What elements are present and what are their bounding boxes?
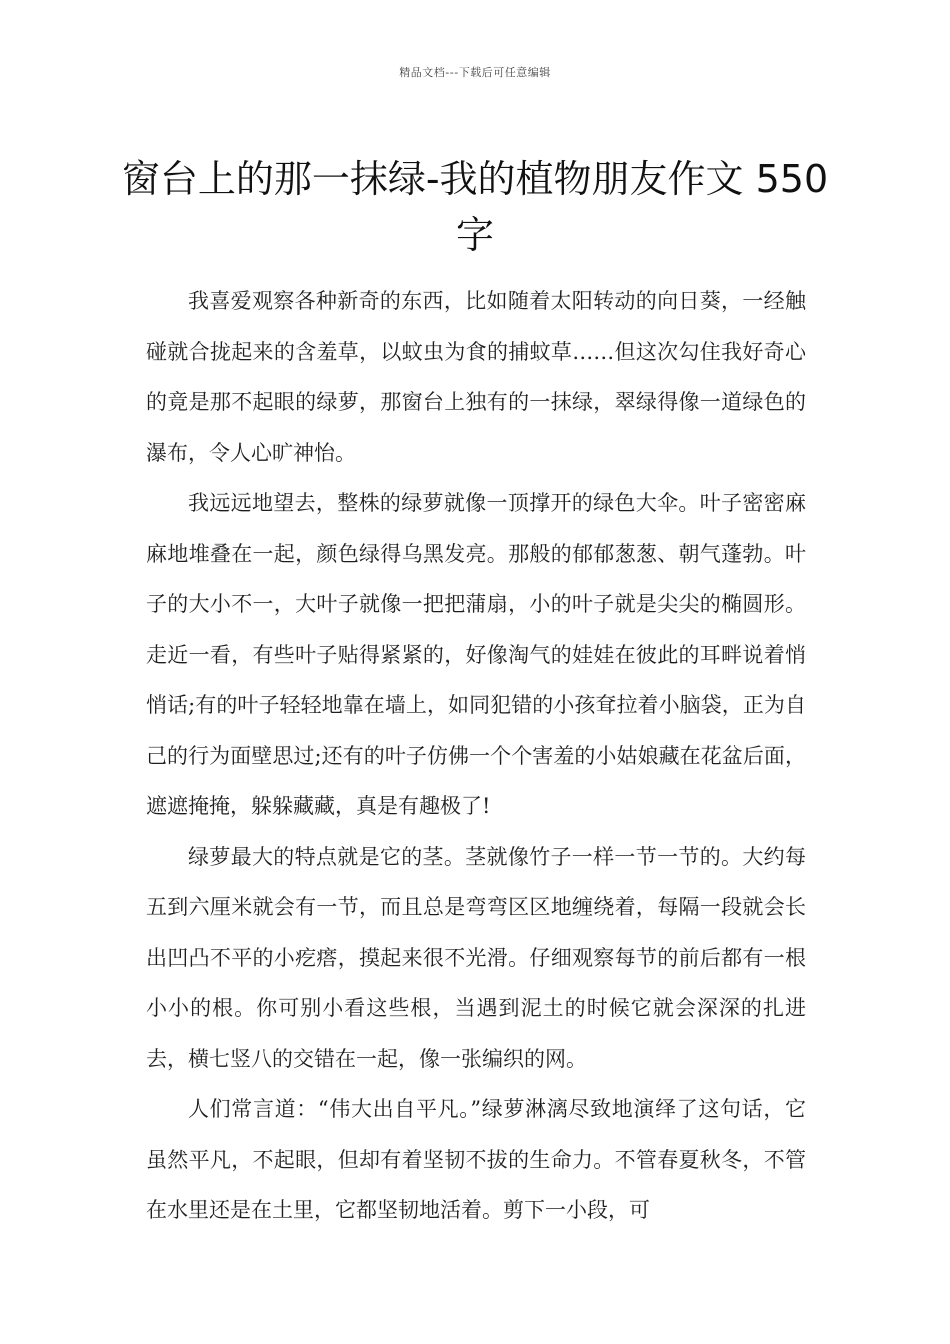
paragraph: 人们常言道：“伟大出自平凡。”绿萝淋漓尽致地演绎了这句话，它虽然平凡，不起眼，但却有着坚韧不拔的生命力。不管春夏秋冬，不管在水里还是在土里，它都坚韧地活着。剪下一小段，可 [146,1097,806,1222]
document-title: 窗台上的那一抹绿-我的植物朋友作文 550 字 [121,157,829,258]
header-note: 精品文档---下载后可任意编辑 [399,66,551,79]
paragraph: 绿萝最大的特点就是它的茎。茎就像竹子一样一节一节的。大约每五到六厘米就会有一节，而且总是弯弯区区地缠绕着，每隔一段就会长出凹凸不平的小疙瘩，摸起来很不光滑。仔细观察每节的前后都有一根小小的根。你可别小看这些根，当遇到泥土的时候它就会深深的扎进去，横七竖八的交错在一起，像一张编织的网。 [146,844,806,1071]
paragraph: 我远远地望去，整株的绿萝就像一顶撑开的绿色大伞。叶子密密麻麻地堆叠在一起，颜色绿得乌黑发亮。那般的郁郁葱葱、朝气蓬勃。叶子的大小不一，大叶子就像一把把蒲扇，小的叶子就是尖尖的椭圆形。走近一看，有些叶子贴得紧紧的，好像淘气的娃娃在彼此的耳畔说着悄悄话;有的叶子轻轻地靠在墙上，如同犯错的小孩耷拉着小脑袋，正为自己的行为面壁思过;还有的叶子仿佛一个个害羞的小姑娘藏在花盆后面，遮遮掩掩，躲躲藏藏，真是有趣极了! [146,491,806,818]
document-body [146,276,806,1236]
paragraph: 我喜爱观察各种新奇的东西，比如随着太阳转动的向日葵，一经触碰就合拢起来的含羞草，以蚊虫为食的捕蚊草……但这次勾住我好奇心的竟是那不起眼的绿萝，那窗台上独有的一抹绿，翠绿得像一道绿色的瀑布，令人心旷神怡。 [146,289,806,465]
